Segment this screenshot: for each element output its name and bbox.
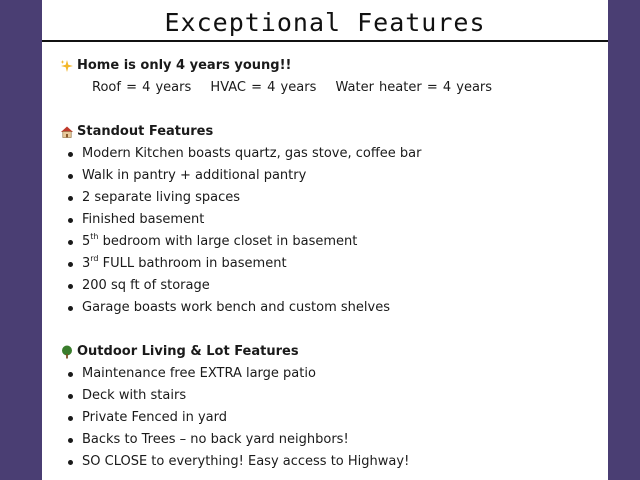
standout-heading-text: Standout Features [77,124,214,139]
outdoor-heading-text: Outdoor Living & Lot Features [77,344,299,359]
list-item: 2 separate living spaces [60,187,600,209]
intro-heading-text: Home is only 4 years young!! [77,58,292,73]
outdoor-list [60,363,600,473]
list-item: 200 sq ft of storage [60,275,600,297]
system-ages [60,77,600,99]
standout-list [60,143,600,319]
tree-icon [60,345,74,359]
list-item: Garage boasts work bench and custom shelves [60,297,600,319]
list-item: Backs to Trees – no back yard neighbors! [60,429,600,451]
roof-age: Roof = 4 years [92,80,192,95]
house-icon [60,125,74,139]
flyer-page [42,0,608,480]
list-item: Maintenance free EXTRA large patio [60,363,600,385]
list-item: SO CLOSE to everything! Easy access to Highway! [60,451,600,473]
hvac-age: HVAC = 4 years [210,80,317,95]
list-item: Finished basement [60,209,600,231]
list-item: 5th bedroom with large closet in basement [60,231,600,253]
water-heater-age: Water heater = 4 years [335,80,493,95]
sparkles-icon [60,59,74,73]
standout-heading [60,121,600,143]
outdoor-heading [60,341,600,363]
features-content [60,55,600,473]
page-title: Exceptional Features [164,8,486,37]
list-item: Walk in pantry + additional pantry [60,165,600,187]
list-item: 3rd FULL bathroom in basement [60,253,600,275]
title-divider [42,40,608,42]
list-item: Modern Kitchen boasts quartz, gas stove, coffee bar [60,143,600,165]
list-item: Private Fenced in yard [60,407,600,429]
list-item: Deck with stairs [60,385,600,407]
intro-heading [60,55,600,77]
